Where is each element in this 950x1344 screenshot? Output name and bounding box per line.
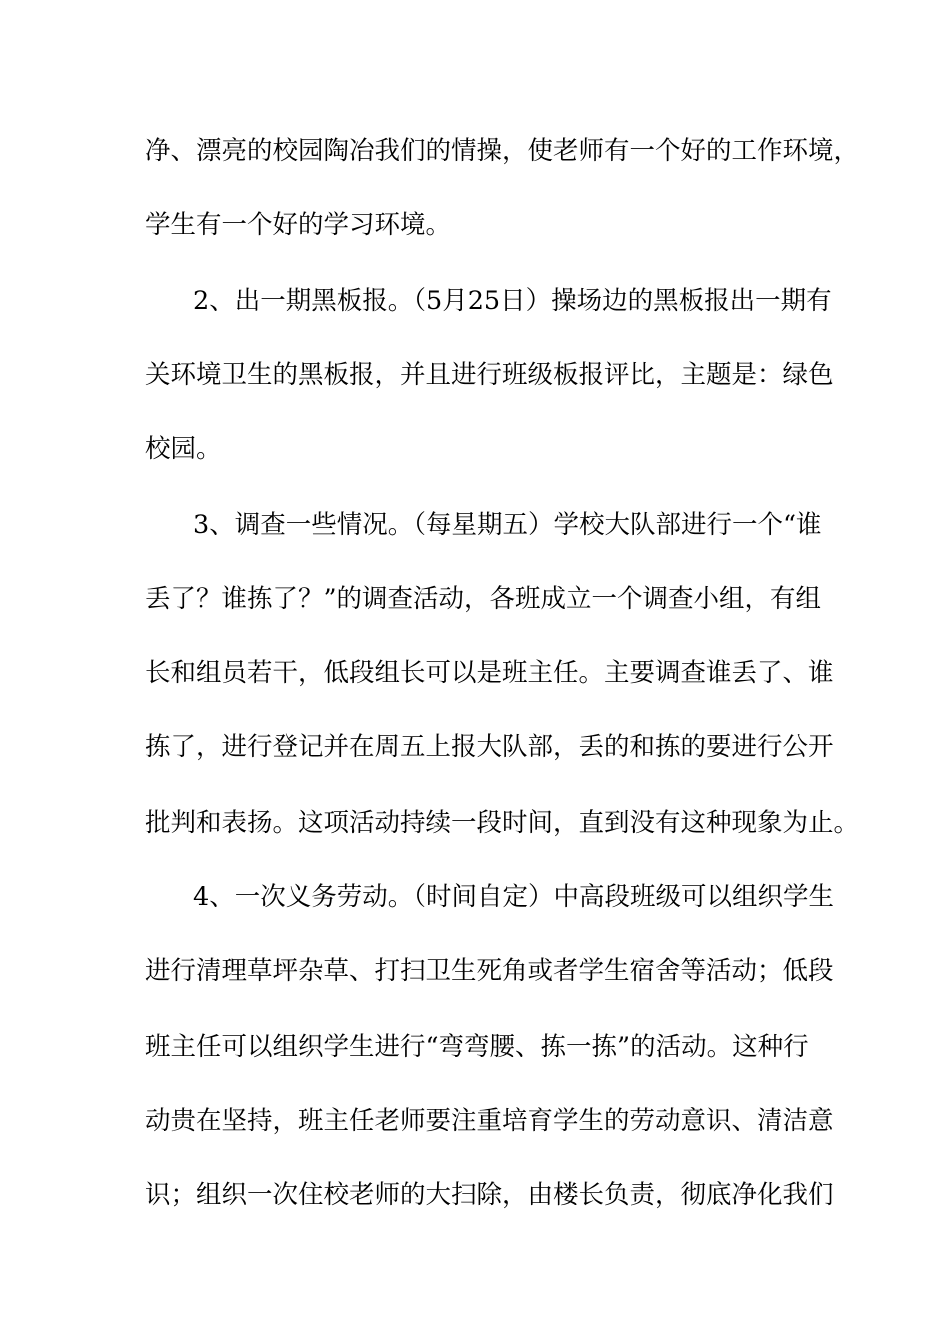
paragraph-2-line-3: 校园。 xyxy=(145,434,222,464)
text-line-2: 学生有一个好的学习环境。 xyxy=(145,210,452,240)
paragraph-3-line-2: 丢了？谁拣了？”的调查活动，各班成立一个调查小组，有组 xyxy=(145,584,822,614)
paragraph-4-line-2: 进行清理草坪杂草、打扫卫生死角或者学生宿舍等活动；低段 xyxy=(145,956,834,986)
paragraph-3-line-4: 拣了，进行登记并在周五上报大队部，丢的和拣的要进行公开 xyxy=(145,732,834,762)
paragraph-4-line-4: 动贵在坚持，班主任老师要注重培育学生的劳动意识、清洁意 xyxy=(145,1106,834,1136)
paragraph-4-line-3: 班主任可以组织学生进行“弯弯腰、拣一拣”的活动。这种行 xyxy=(145,1032,809,1062)
paragraph-3-line-5: 批判和表扬。这项活动持续一段时间，直到没有这种现象为止。 xyxy=(145,808,860,838)
paragraph-2-line-1: 2、出一期黑板报。（5月25日）操场边的黑板报出一期有 xyxy=(193,286,832,316)
paragraph-2-line-2: 关环境卫生的黑板报，并且进行班级板报评比，主题是：绿色 xyxy=(145,360,834,390)
paragraph-3-line-1: 3、调查一些情况。（每星期五）学校大队部进行一个“谁 xyxy=(193,510,822,540)
paragraph-4-line-5: 识；组织一次住校老师的大扫除，由楼长负责，彻底净化我们 xyxy=(145,1180,834,1210)
paragraph-3-line-3: 长和组员若干，低段组长可以是班主任。主要调查谁丢了、谁 xyxy=(145,658,834,688)
paragraph-4-line-1: 4、一次义务劳动。（时间自定）中高段班级可以组织学生 xyxy=(193,882,834,912)
text-line-1: 净、漂亮的校园陶冶我们的情操，使老师有一个好的工作环境， xyxy=(145,136,860,166)
